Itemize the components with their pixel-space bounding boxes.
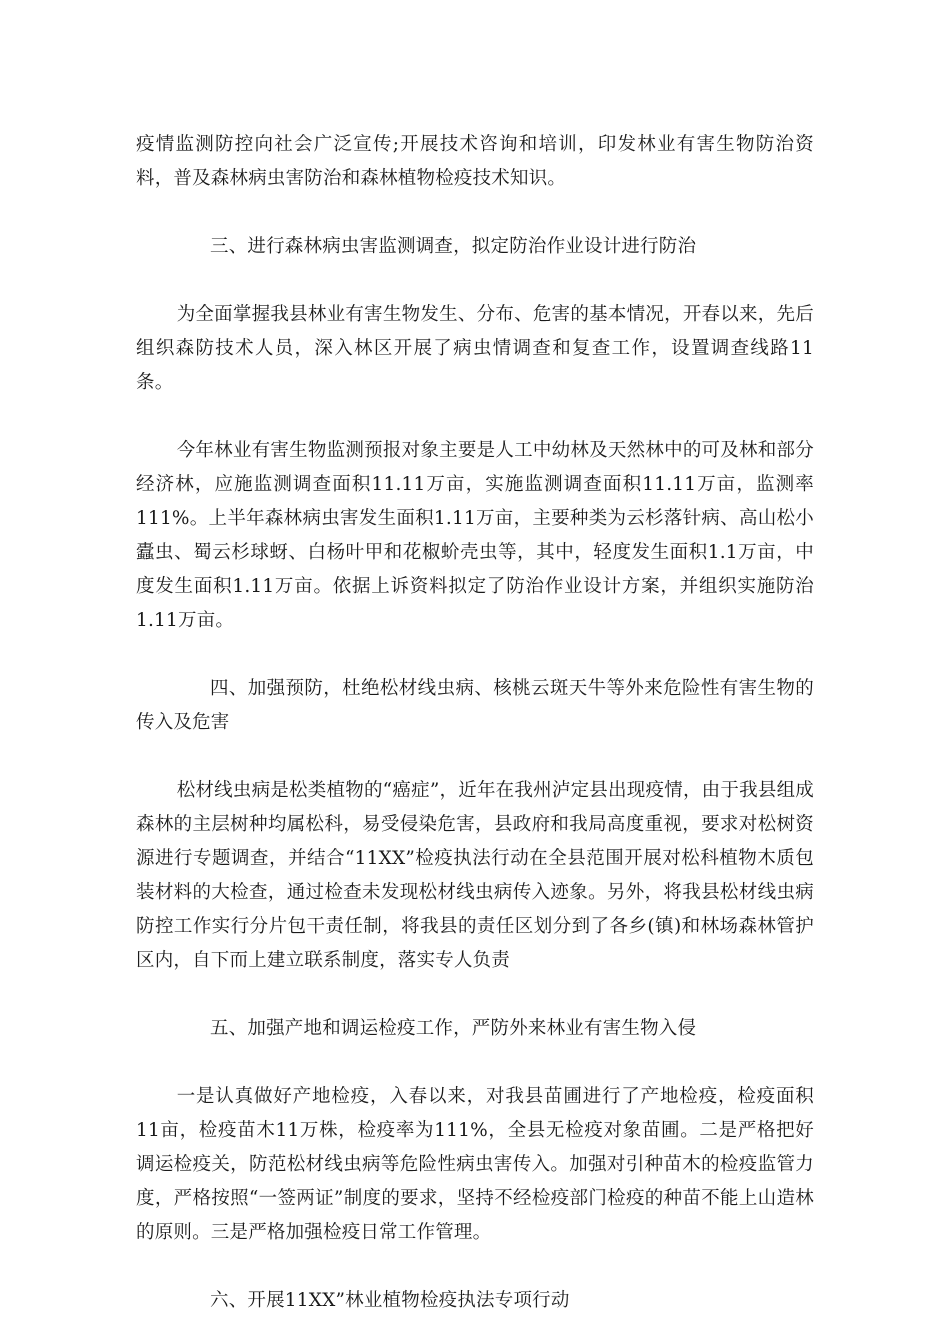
section-heading-6: 六、开展11XX”林业植物检疫执法专项行动 (210, 1290, 570, 1311)
section-heading-5: 五、加强产地和调运检疫工作，严防外来林业有害生物入侵 (210, 1018, 697, 1039)
paragraph-spacer (136, 1046, 814, 1080)
body-paragraph: 松材线虫病是松类植物的“癌症”，近年在我州泸定县出现疫情，由于我县组成森林的主层树种均属松科，易受侵染危害，县政府和我局高度重视，要求对松树资源进行专题调查，并结合“11XX”检疫执法行动在全县范围开展对松科植物木质包装材料的大检查，通过检查未发现松材线虫病传入迹象。另外，将我县松材线虫病防控工作实行分片包干责任制，将我县的责任区划分到了各乡(镇)和林场森林管护区内，自下而上建立联系制度，落实专人负责 (136, 780, 814, 971)
section-heading-3: 三、进行森林病虫害监测调查，拟定防治作业设计进行防治 (210, 236, 697, 257)
continuation-paragraph: 疫情监测防控向社会广泛宣传;开展技术咨询和培训，印发林业有害生物防治资料，普及森林病虫害防治和森林植物检疫技术知识。 (136, 134, 814, 189)
document-body (136, 128, 814, 1318)
paragraph-spacer (136, 740, 814, 774)
paragraph-spacer (136, 1250, 814, 1284)
paragraph-spacer (136, 638, 814, 672)
paragraph-spacer (136, 196, 814, 230)
paragraph-spacer (136, 978, 814, 1012)
paragraph-spacer (136, 400, 814, 434)
body-paragraph: 一是认真做好产地检疫，入春以来，对我县苗圃进行了产地检疫，检疫面积11亩，检疫苗木11万株，检疫率为111%，全县无检疫对象苗圃。二是严格把好调运检疫关，防范松材线虫病等危险性病虫害传入。加强对引种苗木的检疫监管力度，严格按照“一签两证”制度的要求，坚持不经检疫部门检疫的种苗不能上山造林的原则。三是严格加强检疫日常工作管理。 (136, 1086, 814, 1243)
paragraph-spacer (136, 264, 814, 298)
body-paragraph: 为全面掌握我县林业有害生物发生、分布、危害的基本情况，开春以来，先后组织森防技术人员，深入林区开展了病虫情调查和复查工作，设置调查线路11条。 (136, 304, 814, 393)
body-paragraph: 今年林业有害生物监测预报对象主要是人工中幼林及天然林中的可及林和部分经济林，应施监测调查面积11.11万亩，实施监测调查面积11.11万亩，监测率111%。上半年森林病虫害发生面积1.11万亩，主要种类为云杉落针病、高山松小蠹虫、蜀云杉球蚜、白杨叶甲和花椒蚧壳虫等，其中，轻度发生面积1.1万亩，中度发生面积1.11万亩。依据上诉资料拟定了防治作业设计方案，并组织实施防治1.11万亩。 (136, 440, 814, 631)
section-heading-4: 四、加强预防，杜绝松材线虫病、核桃云斑天牛等外来危险性有害生物的传入及危害 (136, 678, 814, 733)
